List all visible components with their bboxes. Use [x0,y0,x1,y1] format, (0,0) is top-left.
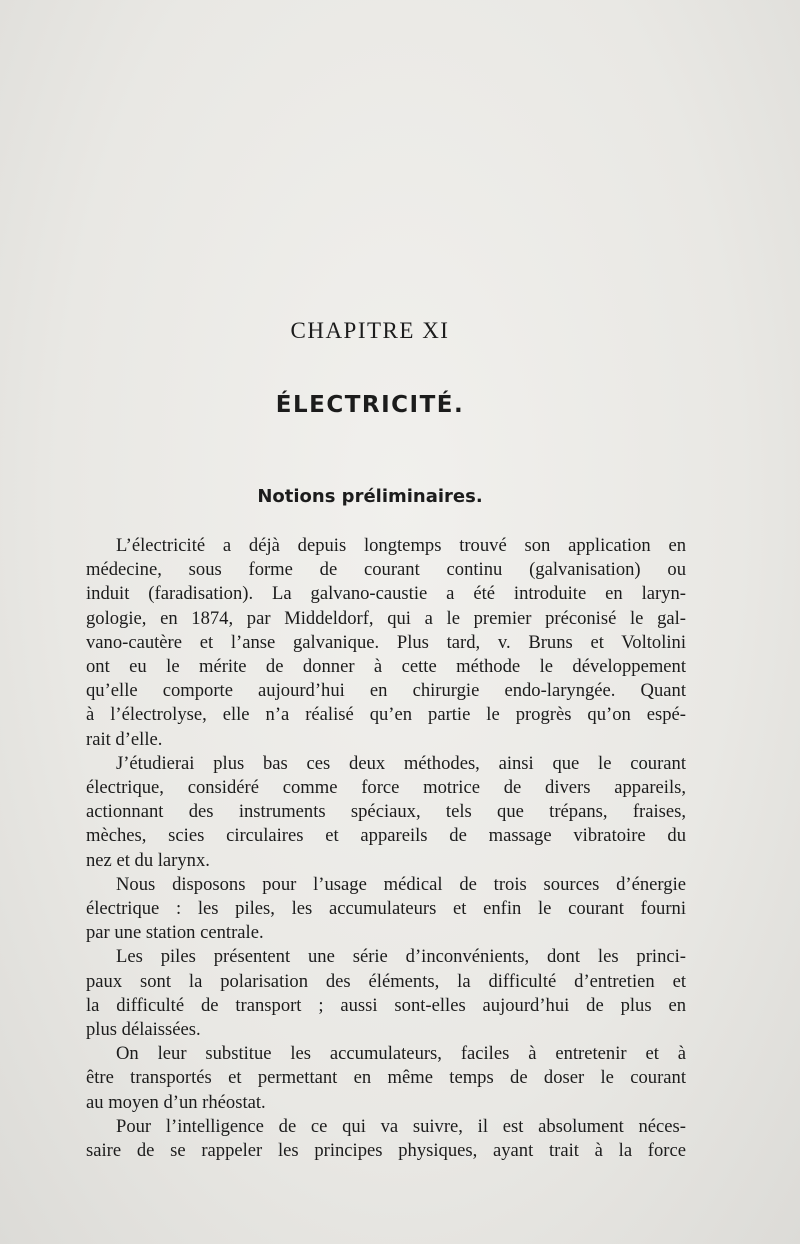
section-heading: Notions préliminaires. [257,486,483,507]
text-line: ont eu le mérite de donner à cette méthode le développement [86,656,686,678]
text-line: la difficulté de transport ; aussi sont-elles aujourd’hui de plus en [86,994,686,1016]
text-line: saire de se rappeler les principes physiques, ayant trait à la force [86,1140,686,1162]
body-text [86,534,686,1163]
text-line: J’étudierai plus bas ces deux méthodes, ainsi que le courant [116,752,686,774]
text-line: actionnant des instruments spéciaux, tels que trépans, fraises, [86,801,686,823]
text-line: nez et du larynx. [86,849,210,871]
chapter-heading: CHAPITRE XI [290,318,450,343]
chapter-title: ÉLECTRICITÉ. [275,392,465,418]
text-line: Pour l’intelligence de ce qui va suivre, il est absolument néces- [116,1115,686,1137]
text-line: au moyen d’un rhéostat. [86,1091,266,1113]
text-line: Nous disposons pour l’usage médical de trois sources d’énergie [116,873,686,895]
text-line: rait d’elle. [86,728,163,750]
text-line: être transportés et permettant en même temps de doser le courant [86,1067,686,1089]
text-line: par une station centrale. [86,922,264,944]
text-line: qu’elle comporte aujourd’hui en chirurgie endo-laryngée. Quant [86,680,686,702]
text-line: médecine, sous forme de courant continu (galvanisation) ou [86,559,686,581]
text-line: électrique : les piles, les accumulateurs et enfin le courant fourni [86,898,686,920]
paragraph [86,1115,686,1163]
text-line: Les piles présentent une série d’inconvénients, dont les princi- [116,946,686,968]
text-line: mèches, scies circulaires et appareils de massage vibratoire du [86,825,686,847]
text-line: induit (faradisation). La galvano-caustie a été introduite en laryn- [86,583,686,605]
paragraph [86,1042,686,1115]
text-line: électrique, considéré comme force motrice de divers appareils, [86,777,686,799]
paragraph [86,752,686,873]
text-line: vano-cautère et l’anse galvanique. Plus tard, v. Bruns et Voltolini [86,631,686,653]
text-line: L’électricité a déjà depuis longtemps trouvé son application en [116,535,686,556]
paragraph [86,945,686,1042]
text-line: gologie, en 1874, par Middeldorf, qui a le premier préconisé le gal- [86,607,686,629]
text-line: paux sont la polarisation des éléments, la difficulté d’entretien et [86,970,686,992]
paragraph [86,873,686,946]
text-line: On leur substitue les accumulateurs, faciles à entretenir et à [116,1043,686,1065]
text-line: plus délaissées. [86,1019,201,1041]
text-line: à l’électrolyse, elle n’a réalisé qu’en partie le progrès qu’on espé- [86,704,686,726]
paragraph [86,534,686,752]
